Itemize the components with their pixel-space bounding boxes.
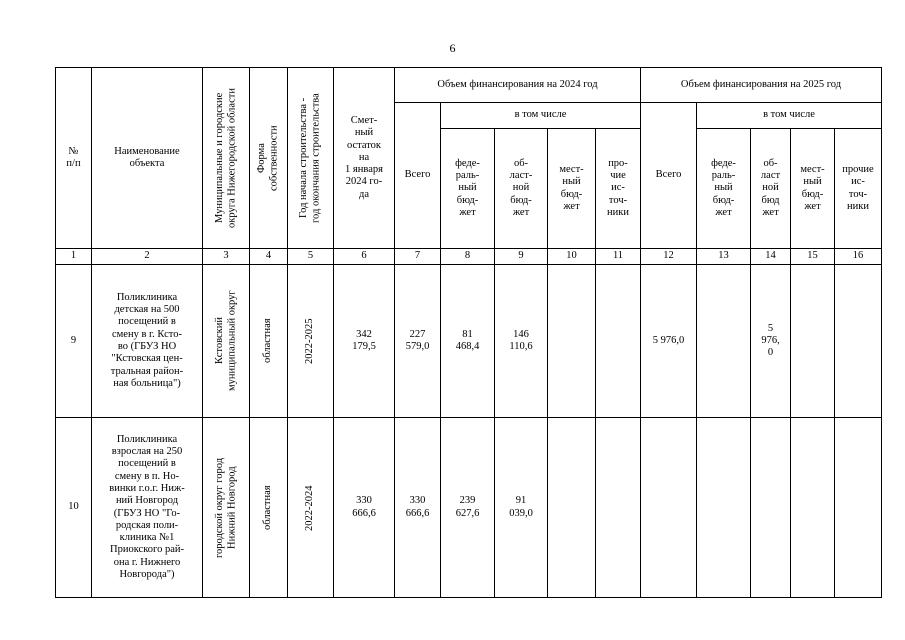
- row-years: 2022-2025: [304, 318, 316, 364]
- header-federal-2025: феде- раль- ный бюд- жет: [697, 129, 751, 249]
- header-years-cell: [288, 68, 334, 249]
- header-including-2025: в том числе: [697, 103, 882, 129]
- header-num: № п/п: [56, 68, 92, 249]
- row-federal-2025: [697, 265, 751, 418]
- row-regional-2025: [751, 418, 791, 598]
- column-number: 6: [334, 249, 395, 265]
- header-municipality-cell: [203, 68, 250, 249]
- row-years: 2022-2024: [304, 484, 316, 531]
- header-regional-2024: об- ласт- ной бюд- жет: [495, 129, 548, 249]
- financing-table: [55, 67, 882, 598]
- column-number: 8: [441, 249, 495, 265]
- header-other-2024: про- чие ис- точ- ники: [596, 129, 641, 249]
- row-federal-2024: 239 627,6: [441, 418, 495, 598]
- column-number: 9: [495, 249, 548, 265]
- page-number: 6: [449, 41, 456, 55]
- row-municipality: Кстовский муниципальный округ: [213, 290, 237, 392]
- row-ownership: областная: [262, 485, 274, 530]
- table-row: [56, 265, 882, 418]
- row-object-name: Поликлиника взрослая на 250 посещений в смену в п. Но- винки г.о.г. Ниж- ний Новгород (ГБУЗ НО "Го- родская поли- клиника №1 Приокского рай- она г. Нижнего Новгорода"): [92, 418, 203, 598]
- row-object-name: Поликлиника детская на 500 посещений в смену в г. Ксто- во (ГБУЗ НО "Кстовская цен- тральная район- ная больница"): [92, 265, 203, 418]
- row-federal-2025: [697, 418, 751, 598]
- column-number: 13: [697, 249, 751, 265]
- header-ownership-cell: [250, 68, 288, 249]
- row-other-2024: [596, 265, 641, 418]
- header-fin2025: Объем финансирования на 2025 год: [641, 68, 882, 103]
- column-number: 16: [835, 249, 882, 265]
- row-num: 10: [56, 418, 92, 598]
- row-other-2025: [835, 418, 882, 598]
- column-number-row: [56, 249, 882, 265]
- header-ownership: Форма собственности: [256, 125, 280, 191]
- row-total-2025: [641, 418, 697, 598]
- column-number: 1: [56, 249, 92, 265]
- header-fin2024: Объем финансирования на 2024 год: [395, 68, 641, 103]
- row-years-cell: [288, 265, 334, 418]
- row-local-2024: [548, 418, 596, 598]
- row-ownership-cell: [250, 418, 288, 598]
- row-local-2025: [791, 418, 835, 598]
- column-number: 3: [203, 249, 250, 265]
- row-total-2024: 227 579,0: [395, 265, 441, 418]
- header-including-2024: в том числе: [441, 103, 641, 129]
- header-row-1: [56, 68, 882, 103]
- row-estimate: 342 179,5: [334, 265, 395, 418]
- row-total-2024: 330 666,6: [395, 418, 441, 598]
- header-estimate: Смет- ный остаток на 1 января 2024 го- да: [334, 68, 395, 249]
- column-number: 10: [548, 249, 596, 265]
- column-number: 2: [92, 249, 203, 265]
- column-number: 15: [791, 249, 835, 265]
- row-other-2024: [596, 418, 641, 598]
- column-number: 4: [250, 249, 288, 265]
- row-local-2025: [791, 265, 835, 418]
- row-years-cell: [288, 418, 334, 598]
- row-regional-2024: 146 110,6: [495, 265, 548, 418]
- header-local-2024: мест- ный бюд- жет: [548, 129, 596, 249]
- header-local-2025: мест- ный бюд- жет: [791, 129, 835, 249]
- row-estimate: 330 666,6: [334, 418, 395, 598]
- row-total-2025: 5 976,0: [641, 265, 697, 418]
- header-municipality: Муниципальные и городские округа Нижегородской области: [213, 88, 237, 228]
- header-years: Год начала строительства - год окончания строительства: [298, 93, 322, 223]
- column-number: 11: [596, 249, 641, 265]
- column-number: 14: [751, 249, 791, 265]
- row-regional-2024: 91 039,0: [495, 418, 548, 598]
- header-total-2024: Всего: [395, 103, 441, 249]
- row-regional-2025: 5 976, 0: [751, 265, 791, 418]
- row-federal-2024: 81 468,4: [441, 265, 495, 418]
- row-municipality: городской округ город Нижний Новгород: [213, 457, 237, 558]
- row-local-2024: [548, 265, 596, 418]
- column-number: 12: [641, 249, 697, 265]
- header-total-2025: Всего: [641, 103, 697, 249]
- header-regional-2025: об- ласт ной бюд жет: [751, 129, 791, 249]
- column-number: 5: [288, 249, 334, 265]
- row-municipality-cell: [203, 418, 250, 598]
- row-ownership: областная: [262, 318, 274, 364]
- header-federal-2024: феде- раль- ный бюд- жет: [441, 129, 495, 249]
- header-name: Наименование объекта: [92, 68, 203, 249]
- row-ownership-cell: [250, 265, 288, 418]
- header-other-2025: прочие ис- точ- ники: [835, 129, 882, 249]
- row-other-2025: [835, 265, 882, 418]
- column-number: 7: [395, 249, 441, 265]
- row-num: 9: [56, 265, 92, 418]
- row-municipality-cell: [203, 265, 250, 418]
- table-row: [56, 418, 882, 598]
